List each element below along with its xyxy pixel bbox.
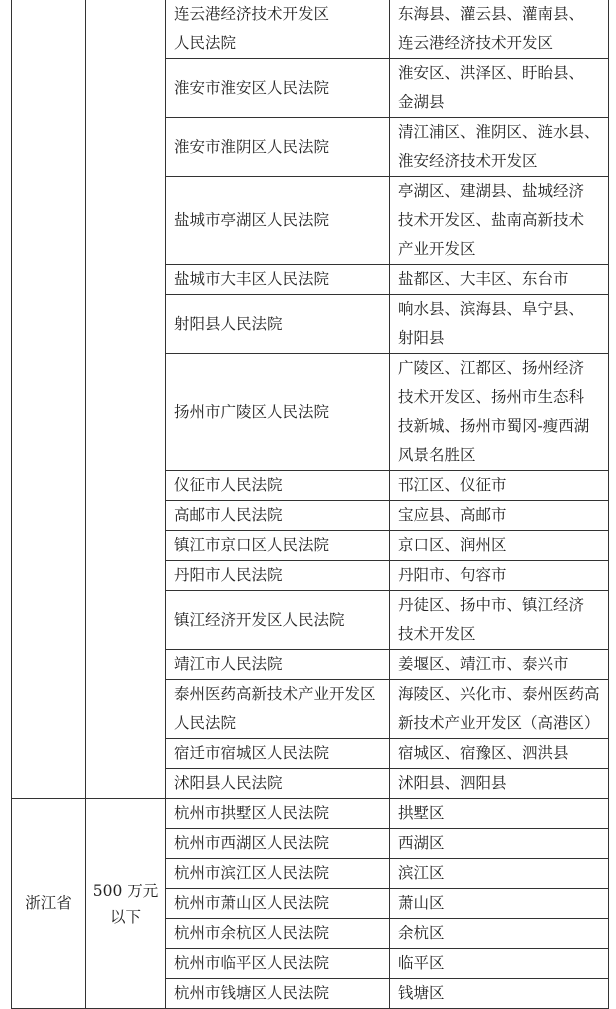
jurisdiction-area: 广陵区、江都区、扬州经济 技术开发区、扬州市生态科 技新城、扬州市蜀冈-瘦西湖 风景名胜区 bbox=[398, 359, 590, 464]
jurisdiction-area: 亭湖区、建湖县、盐城经济 技术开发区、盐南高新技术 产业开发区 bbox=[398, 182, 585, 258]
court-name-cell bbox=[166, 118, 390, 177]
jurisdiction-area-cell bbox=[390, 531, 609, 561]
jurisdiction-area: 盐都区、大丰区、东台市 bbox=[398, 270, 569, 288]
jurisdiction-area-cell bbox=[390, 739, 609, 769]
jurisdiction-area-cell bbox=[390, 769, 609, 799]
court-jurisdiction-table bbox=[11, 0, 609, 1009]
jurisdiction-area-cell bbox=[390, 59, 609, 118]
court-name-cell bbox=[166, 177, 390, 265]
amount-cell bbox=[86, 799, 166, 1009]
court-name-cell bbox=[166, 829, 390, 859]
court-name-cell bbox=[166, 354, 390, 471]
court-name: 杭州市拱墅区人民法院 bbox=[174, 804, 330, 822]
court-name: 盐城市亭湖区人民法院 bbox=[174, 211, 330, 229]
jurisdiction-area: 响水县、滨海县、阜宁县、 射阳县 bbox=[398, 300, 585, 347]
jurisdiction-area: 京口区、润州区 bbox=[398, 536, 507, 554]
jurisdiction-area-cell bbox=[390, 265, 609, 295]
jurisdiction-area: 萧山区 bbox=[398, 894, 445, 912]
jurisdiction-area-cell bbox=[390, 118, 609, 177]
court-name-cell bbox=[166, 591, 390, 650]
jurisdiction-area-cell bbox=[390, 471, 609, 501]
court-name: 杭州市钱塘区人民法院 bbox=[174, 984, 330, 1002]
court-name: 淮安市淮阴区人民法院 bbox=[174, 137, 330, 156]
jurisdiction-area: 淮安区、洪泽区、盱眙县、 金湖县 bbox=[398, 64, 585, 111]
jurisdiction-area-cell bbox=[390, 501, 609, 531]
jurisdiction-area: 西湖区 bbox=[398, 834, 445, 852]
jurisdiction-area-cell bbox=[390, 799, 609, 829]
court-name: 射阳县人民法院 bbox=[174, 314, 283, 333]
court-name: 扬州市广陵区人民法院 bbox=[174, 402, 330, 421]
jurisdiction-area: 临平区 bbox=[398, 954, 445, 972]
court-name: 沭阳县人民法院 bbox=[174, 774, 283, 792]
region-cell bbox=[12, 799, 86, 1009]
court-name-cell bbox=[166, 650, 390, 680]
jurisdiction-area-cell bbox=[390, 354, 609, 471]
jurisdiction-area-cell bbox=[390, 0, 609, 59]
jurisdiction-area-cell bbox=[390, 949, 609, 979]
court-name: 高邮市人民法院 bbox=[174, 506, 283, 524]
region-cell bbox=[12, 0, 86, 799]
jurisdiction-area-cell bbox=[390, 177, 609, 265]
court-name-cell bbox=[166, 859, 390, 889]
court-name-cell bbox=[166, 949, 390, 979]
amount-label: 500 万元 以下 bbox=[92, 881, 159, 926]
jurisdiction-area-cell bbox=[390, 829, 609, 859]
amount-cell bbox=[86, 0, 166, 799]
jurisdiction-area: 宝应县、高邮市 bbox=[398, 506, 507, 524]
court-name-cell bbox=[166, 265, 390, 295]
court-name: 泰州医药高新技术产业开发区 人民法院 bbox=[174, 685, 376, 732]
table-row bbox=[12, 0, 609, 59]
jurisdiction-area: 宿城区、宿豫区、泗洪县 bbox=[398, 744, 569, 762]
court-name-cell bbox=[166, 799, 390, 829]
jurisdiction-area: 余杭区 bbox=[398, 924, 445, 942]
court-name: 丹阳市人民法院 bbox=[174, 566, 283, 584]
jurisdiction-area-cell bbox=[390, 295, 609, 354]
court-name: 盐城市大丰区人民法院 bbox=[174, 270, 330, 288]
jurisdiction-area: 海陵区、兴化市、泰州医药高 新技术产业开发区（高港区） bbox=[398, 685, 600, 732]
jurisdiction-area: 丹徒区、扬中市、镇江经济 技术开发区 bbox=[398, 596, 585, 643]
court-name-cell bbox=[166, 0, 390, 59]
court-name: 杭州市临平区人民法院 bbox=[174, 954, 330, 972]
jurisdiction-area: 拱墅区 bbox=[398, 804, 445, 822]
court-name-cell bbox=[166, 739, 390, 769]
jurisdiction-area-cell bbox=[390, 591, 609, 650]
court-name-cell bbox=[166, 561, 390, 591]
court-name-cell bbox=[166, 531, 390, 561]
table-body bbox=[12, 0, 609, 1009]
jurisdiction-area: 邗江区、仪征市 bbox=[398, 476, 507, 494]
table-row bbox=[12, 799, 609, 829]
jurisdiction-area-cell bbox=[390, 680, 609, 739]
court-name: 淮安市淮安区人民法院 bbox=[174, 78, 330, 97]
court-name: 杭州市萧山区人民法院 bbox=[174, 894, 330, 912]
court-name-cell bbox=[166, 680, 390, 739]
jurisdiction-area: 清江浦区、淮阴区、涟水县、 淮安经济技术开发区 bbox=[398, 123, 600, 170]
court-name-cell bbox=[166, 59, 390, 118]
court-name: 杭州市滨江区人民法院 bbox=[174, 864, 330, 882]
jurisdiction-area: 丹阳市、句容市 bbox=[398, 566, 507, 584]
jurisdiction-area-cell bbox=[390, 561, 609, 591]
court-name-cell bbox=[166, 501, 390, 531]
court-name: 镇江经济开发区人民法院 bbox=[174, 610, 345, 629]
jurisdiction-area: 东海县、灌云县、灌南县、 连云港经济技术开发区 bbox=[398, 5, 585, 52]
jurisdiction-area-cell bbox=[390, 889, 609, 919]
court-name: 杭州市余杭区人民法院 bbox=[174, 924, 330, 942]
jurisdiction-area-cell bbox=[390, 919, 609, 949]
court-name-cell bbox=[166, 769, 390, 799]
jurisdiction-area-cell bbox=[390, 859, 609, 889]
jurisdiction-area: 姜堰区、靖江市、泰兴市 bbox=[398, 655, 569, 673]
court-name-cell bbox=[166, 295, 390, 354]
court-name: 连云港经济技术开发区 人民法院 bbox=[174, 5, 330, 52]
court-name: 靖江市人民法院 bbox=[174, 655, 283, 673]
region-label: 浙江省 bbox=[25, 894, 72, 912]
court-name: 镇江市京口区人民法院 bbox=[174, 536, 330, 554]
jurisdiction-area: 钱塘区 bbox=[398, 984, 445, 1002]
jurisdiction-area: 滨江区 bbox=[398, 864, 445, 882]
jurisdiction-area-cell bbox=[390, 650, 609, 680]
court-name: 杭州市西湖区人民法院 bbox=[174, 834, 330, 852]
court-name: 宿迁市宿城区人民法院 bbox=[174, 744, 330, 762]
court-name-cell bbox=[166, 919, 390, 949]
court-name-cell bbox=[166, 471, 390, 501]
court-name-cell bbox=[166, 889, 390, 919]
jurisdiction-area: 沭阳县、泗阳县 bbox=[398, 774, 507, 792]
court-name: 仪征市人民法院 bbox=[174, 476, 283, 494]
